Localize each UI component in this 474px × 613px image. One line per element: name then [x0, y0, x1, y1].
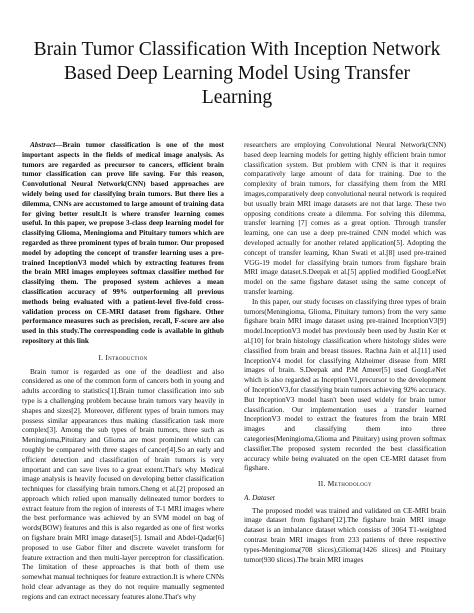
- subsection-dataset-heading: A. Dataset: [244, 492, 275, 502]
- abstract-lead: Abstract: [30, 140, 56, 149]
- introduction-paragraph-2: In this paper, our study focuses on classifying three types of brain tumors(Meningioma, Glioma, Pituitary tumors) from the very same figshare brain MRI image dataset using pre-trained InceptionV3[9] model.InceptionV3 model has previously been used by Justin Ker et al.[10] for brain histology classification where histology slides were classified from brain and breast tissues. Rachna Jain et al.[11] used InceptionV4 model for classifying Alzheimer disease from MRI images of brain. S.Deepak and P.M Ameer[5] used GoogLeNet which is also regarded as InceptionV1,precursor to the development of InceptionV3,for classifying brain tumors achieving 92% accuracy. But InceptionV3 model hasn't been used widely for brain tumor classification. Our implementation uses a transfer learned InceptionV3 model to extract the features from the brain MRI images and classifying them into three categories(Meningioma,Glioma and Pituitary) using proven softmax classifier.The proposed system recorded the best classification accuracy while being evaluated on the open CE-MRI dataset from figshare.: [244, 296, 446, 473]
- paper-title: Brain Tumor Classification With Inception Network Based Deep Learning Model Using Transfer Learning: [33, 39, 441, 108]
- introduction-paragraph-1-continued: researchers are employing Convolutional Neural Network(CNN) based deep learning models for getting highly efficient brain tumor classification system. But problem with CNN is that it requires comparatively large amount of data for training. Due to the complexity of brain tumors, for classifying them from the MRI images,comparatively deep convolutional neural network is required but usually brain MRI image datasets are not that large. These two opposing conditions create a dilemma. For solving this dilemma, transfer learning [7] comes as a great option. Through transfer learning, one can use a deep pre-trained CNN model which was developed actually for another related application[5]. Adopting the concept of transfer learning, Khan Swati et al.[8] used pre-trained VGG-19 model for classifying brain tumors from figshare brain MRI image dataset.S.Deepak et al.[5] applied modified GoogLeNet model on the same figshare dataset using the same concept of transfer learning.: [244, 140, 446, 296]
- dataset-paragraph-1: The proposed model was trained and validated on CE-MRI brain image dataset from figshare[12].The figshare brain MRI image dataset is an imbalance dataset which consists of 3064 T1-weighted contrast brain MRI images from 233 patients of three respective types-Meningioma(708 slices),Glioma(1426 slices) and Pituitary tumor(930 slices).The brain MRI images: [244, 505, 446, 564]
- abstract-text: —Brain tumor classification is one of the most important aspects in the fields of medical image analysis. As tumors are regarded as precursor to cancers, efficient brain tumor classification can prove life saving. For this reason, Convolutional Neural Network(CNN) based approaches are widely being used for classifying brain tumors. But there lies a dilemma, CNNs are accustomed to large amount of training data for giving better result.It is where transfer learning comes useful. In this paper, we propose 3-class deep learning model for classifying Glioma, Meningioma and Pituitary tumors which are regarded as three prominent types of brain tumor. Our proposed model by adopting the concept of transfer learning uses a pre-trained InceptionV3 model which by extracting features from the brain MRI images employees softmax classifier method for classifying them. The proposed system achieves a mean classification accuracy of 99% outperforming all previous methods being evaluated with a patient-level five-fold cross-validation process on CE-MRI dataset from figshare. Other performance measures such as precision, recall, F-score are also used in this study.The corresponding code is available in github repository at this link: [22, 140, 224, 345]
- left-column: [22, 140, 224, 605]
- abstract: [22, 140, 224, 346]
- introduction-paragraph-1: Brain tumor is regarded as one of the deadliest and also considered as one of the common form of cancers both in young and adults according to statistics[1].Brain tumor classification into sub type is a challenging problem because brain tumors vary heavily in shapes and sizes[2]. Moreover, different types of brain tumors may possess similar appearances thus making classification task more complex[3]. Among the sub types of brain tumors, three such as Meningioma,Pituitary and Glioma are most prominent which can roughly be compared with three stages of cancer[4].So an early and efficient detection and classification of brain tumors is very important and can save lives to a great extent.That's why Medical image analysis is heavily focused on developing better classification techniques for classifying brain tumors.Cheng et al.[2] proposed an approach which relied upon manually delineated tumor borders to extract feature from the region of interests of T-1 MRI images where the best performance was achieved by an SVM model on bag of words(BOW) features and this is also regarded as one of first works on figshare brain MRI image dataset[5]. Ismail and Abdel-Qadar[6] proposed to use Gabor filter and discrete wavelet transform for feature extraction and then multi-layer perceptron for classification. The limitation of these approaches is that both of them use somewhat manual techniques for feature extraction.It is where CNNs hold clear advantage as they do not require manually segmented regions and can extract necessary features alone.That's why: [22, 366, 224, 601]
- section-methodology-heading: II. Methodology: [318, 479, 372, 489]
- right-column-flow: [244, 140, 446, 564]
- right-column: [244, 140, 446, 605]
- section-introduction-heading: I. Introduction: [98, 352, 148, 362]
